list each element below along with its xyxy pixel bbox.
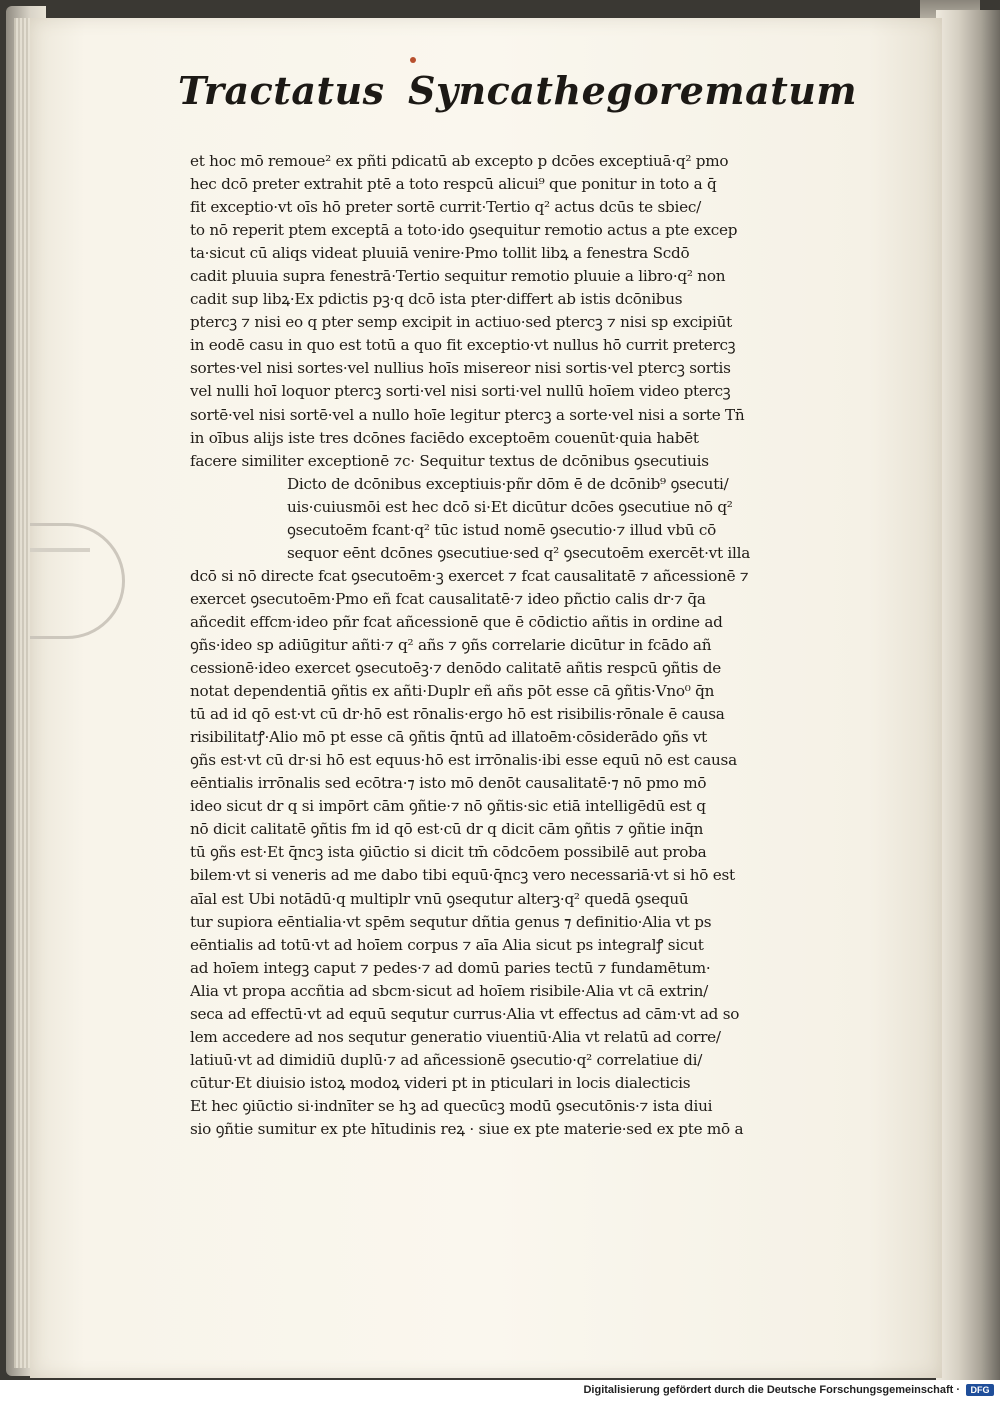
text-line: ꝯñs est·vt cū dr·si hō est equus·hō est irrōnalis·ibi esse equū nō est causa — [190, 751, 737, 770]
text-line: ꝯñs·ideo sp adiūgitur añti·⁊ q² añs ⁊ ꝯñs correlarie dicūtur in fcādo añ — [190, 635, 712, 654]
text-line: to nō reperit ptem exceptā a toto·ido ꝯsequitur remotio actus a pte excep — [190, 221, 738, 240]
text-line: tū ad id qō est·vt cū dr·hō est rōnalis·ergo hō est risibilis·rōnale ē causa — [190, 705, 725, 724]
funding-credit: Digitalisierung gefördert durch die Deutsche Forschungsgemeinschaft · — [583, 1384, 960, 1396]
text-line: in eodē casu in quo est totū a quo fit exceptio·vt nullus hō currit pretercꝫ — [190, 336, 736, 355]
text-line: seca ad effectū·vt ad equū sequtur currus·Alia vt effectus ad cām·vt ad so — [190, 1004, 740, 1023]
text-line: eēntialis ad totū·vt ad hoīem corpus ⁊ aīa Alia sicut ps integralꝭ sicut — [190, 935, 704, 954]
text-line: cadit sup libꝝ·Ex pdictis pꝫ·q dcō ista pter·differt ab istis dcōnibus — [190, 290, 683, 309]
text-line: añcedit effcm·ideo pñr fcat añcessionē que ē cōdictio añtis in ordine ad — [190, 612, 723, 631]
bookmark-ribbon — [30, 523, 125, 639]
text-line-indented: Dicto de dcōnibus exceptiuis·pñr dōm ē de dcōnib⁹ ꝯsecuti/ — [287, 474, 729, 493]
text-line: Et hec ꝯiūctio si·indnīter se hꝫ ad quecūcꝫ modū ꝯsecutōnis·⁊ ista diui — [190, 1096, 713, 1115]
text-line: dcō si nō directe fcat ꝯsecutoēm·ꝫ exercet ⁊ fcat causalitatē ⁊ añcessionē ⁊ — [190, 566, 749, 585]
text-line: sortes·vel nisi sortes·vel nullius hoīs misereor nisi sortis·vel ptercꝫ sortis — [190, 359, 731, 378]
text-line: vel nulli hoī loquor ptercꝫ sorti·vel nisi sorti·vel nullū hoīem video ptercꝫ — [190, 382, 731, 401]
text-line: in oībus alijs iste tres dcōnes faciēdo exceptoēm couenūt·quia habēt — [190, 428, 699, 447]
text-line: cadit pluuia supra fenestrā·Tertio sequitur remotio pluuie a libro·q² non — [190, 267, 726, 286]
text-line: tur supiora eēntialia·vt spēm sequtur dñtia genus ⁊ definitio·Alia vt ps — [190, 912, 712, 931]
text-line-indented: ꝯsecutoēm fcant·q² tūc istud nomē ꝯsecutio·⁊ illud vbū cō — [287, 520, 717, 539]
text-line: fit exceptio·vt oīs hō preter sortē currit·Tertio q² actus dcūs te sbiec/ — [190, 198, 701, 217]
body-text — [190, 150, 800, 1141]
text-line: cessionē·ideo exercet ꝯsecutoēꝫ·⁊ denōdo calitatē añtis respcū ꝯñtis de — [190, 659, 721, 678]
text-line: sortē·vel nisi sortē·vel a nullo hoīe legitur ptercꝫ a sorte·vel nisi a sorte Tn̄ — [190, 405, 745, 424]
text-line: Alia vt propa accñtia ad sbcm·sicut ad hoīem risibile·Alia vt cā extrin/ — [190, 981, 708, 1000]
text-line: eēntialis irrōnalis sed ecōtra·⁊ isto mō denōt causalitatē·⁊ nō pmo mō — [190, 774, 707, 793]
header-right-word: Syncathegorematum — [408, 68, 858, 113]
running-header — [178, 68, 858, 128]
text-line: hec dcō preter extrahit ptē a toto respcū alicui⁹ que ponitur in toto a q̄ — [190, 175, 717, 194]
text-line: cūtur·Et diuisio istoꝝ modoꝝ videri pt in pticulari in locis dialecticis — [190, 1073, 691, 1092]
text-line: ad hoīem integꝫ caput ⁊ pedes·⁊ ad domū paries tectū ⁊ fundamētum· — [190, 958, 711, 977]
text-line: nō dicit calitatē ꝯñtis fm id qō est·cū dr q dicit cām ꝯñtis ⁊ ꝯñtie inq̄n — [190, 820, 704, 839]
text-line: et hoc mō remoue² ex pñti pdicatū ab excepto p dcōes exceptiuā·q² pmo — [190, 152, 729, 170]
ink-mark — [410, 57, 416, 63]
text-line: ta·sicut cū aliqs videat pluuiā venire·Pmo tollit libꝝ a fenestra Scdō — [190, 244, 690, 263]
header-left-word: Tractatus — [178, 68, 385, 113]
text-line: bilem·vt si veneris ad me dabo tibi equū·q̄ncꝫ vero necessariā·vt si hō est — [190, 866, 735, 885]
text-line-indented: uis·cuiusmōi est hec dcō si·Et dicūtur dcōes ꝯsecutiue nō q² — [287, 497, 733, 516]
text-line: ideo sicut dr q si impōrt cām ꝯñtie·⁊ nō ꝯñtis·sic etiā intelligēdū est q — [190, 797, 706, 816]
text-line: notat dependentiā ꝯñtis ex añti·Duplr eñ añs pōt esse cā ꝯñtis·Vno⁰ q̄n — [190, 682, 715, 701]
text-line: lem accedere ad nos sequtur generatio viuentiū·Alia vt relatū ad corre/ — [190, 1027, 721, 1046]
text-line: exercet ꝯsecutoēm·Pmo eñ fcat causalitatē·⁊ ideo pñctio calis dr·⁊ q̄a — [190, 589, 706, 608]
text-line-indented: sequor eēnt dcōnes ꝯsecutiue·sed q² ꝯsecutoēm exercēt·vt illa — [287, 543, 751, 562]
text-line: ptercꝫ ⁊ nisi eo q pter semp excipit in actiuo·sed ptercꝫ ⁊ nisi sp excipiūt — [190, 313, 732, 332]
text-line: risibilitatꝭ·Alio mō pt esse cā ꝯñtis q̄ntū ad illatoēm·cōsiderādo ꝯñs vt — [190, 728, 708, 747]
bookmark-ribbon-tail — [30, 548, 90, 552]
text-line: aīal est Ubi notādū·q multiplr vnū ꝯsequtur alterꝫ·q² quedā ꝯsequū — [190, 889, 689, 908]
text-line: latiuū·vt ad dimidiū duplū·⁊ ad añcessionē ꝯsecutio·q² correlatiue di/ — [190, 1050, 703, 1069]
text-line: sio ꝯñtie sumitur ex pte hītudinis reꝝ · siue ex pte materie·sed ex pte mō a — [190, 1119, 744, 1138]
text-line: facere similiter exceptionē ⁊c· Sequitur textus de dcōnibus ꝯsecutiuis — [190, 451, 709, 470]
book-spine — [936, 10, 1000, 1380]
dfg-logo: DFG — [966, 1384, 994, 1396]
text-line: tū ꝯñs est·Et q̄ncꝫ ista ꝯiūctio si dicit tm̄ cōdcōem possibilē aut proba — [190, 843, 707, 862]
